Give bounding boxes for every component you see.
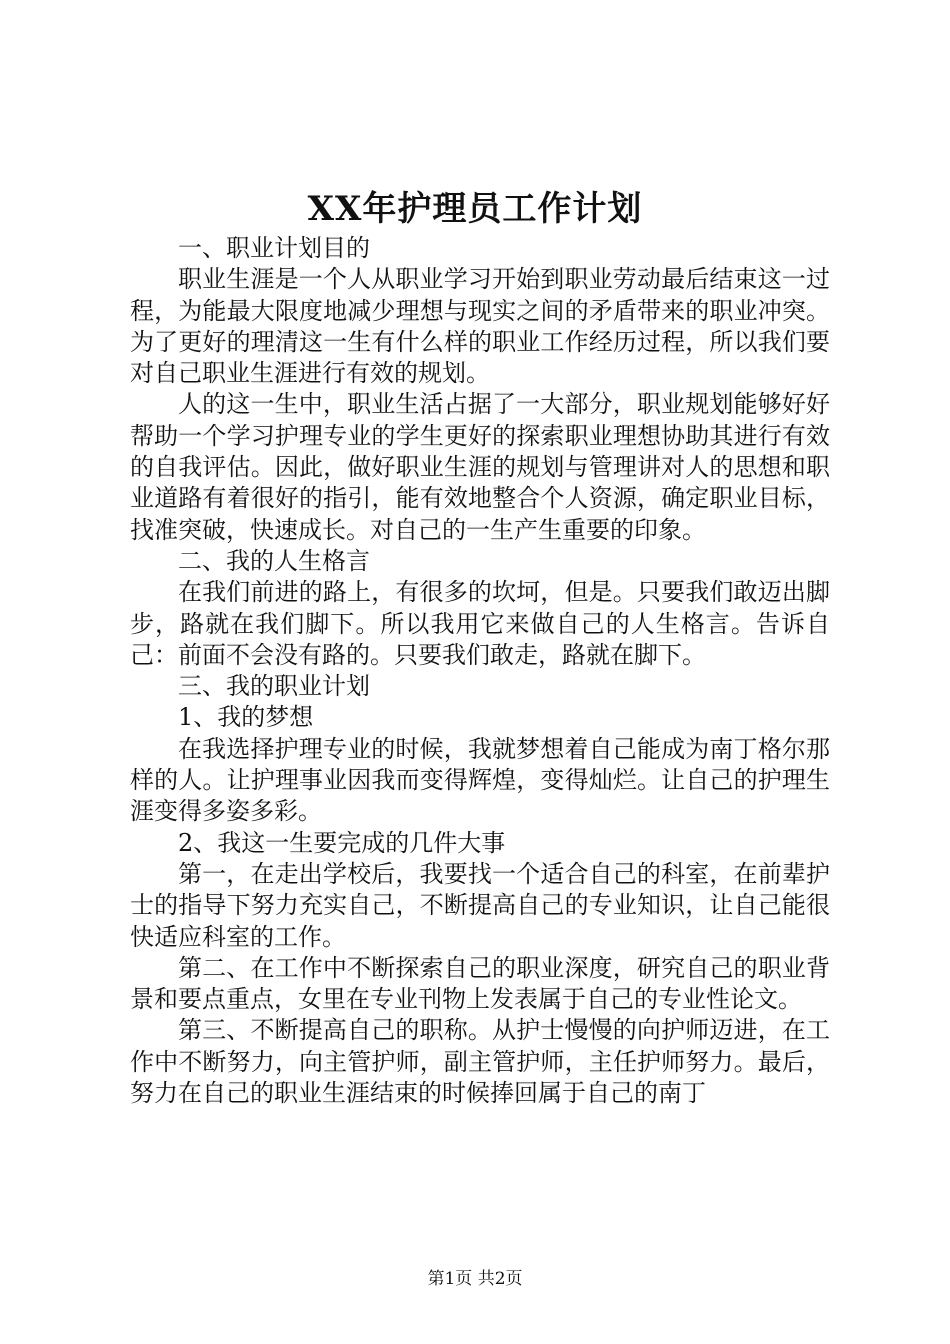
paragraph: 在我们前进的路上，有很多的坎坷，但是。只要我们敢迈出脚步，路就在我们脚下。所以我用它来做自己的人生格言。告诉自己：前面不会没有路的。只要我们敢走，路就在脚下。 [130,578,830,669]
paragraph: 第三、不断提高自己的职称。从护士慢慢的向护师迈进，在工作中不断努力，向主管护师，副主管护师，主任护师努力。最后，努力在自己的职业生涯结束的时候捧回属于自己的南丁 [130,1016,830,1108]
paragraph: 在我选择护理专业的时候，我就梦想着自己能成为南丁格尔那样的人。让护理事业因我而变得辉煌，变得灿烂。让自己的护理生涯变得多姿多彩。 [130,734,830,826]
section-heading: 三、我的职业计划 [178,672,370,701]
document-title: XX年护理员工作计划 [307,189,643,229]
paragraph: 人的这一生中，职业生活占据了一大部分，职业规划能够好好帮助一个学习护理专业的学生更好的探索职业理想协助其进行有效的自我评估。因此，做好职业生涯的规划与管理讲对人的思想和职业道路有着很好的指引，能有效地整合个人资源，确定职业目标，找准突破，快速成长。对自己的一生产生重要的印象。 [130,390,830,544]
paragraph: 第二、在工作中不断探索自己的职业深度，研究自己的职业背景和要点重点，女里在专业刊物上发表属于自己的专业性论文。 [130,953,830,1014]
subsection-heading: 2、我这一生要完成的几件大事 [178,828,506,857]
section-heading: 二、我的人生格言 [178,546,370,575]
document-body [130,233,830,1109]
section-heading: 一、职业计划目的 [178,234,370,262]
paragraph: 第一，在走出学校后，我要找一个适合自己的科室，在前辈护士的指导下努力充实自己，不断提高自己的专业知识，让自己能很快适应科室的工作。 [130,859,830,951]
page-number-footer: 第1页 共2页 [427,1269,523,1289]
paragraph: 职业生涯是一个人从职业学习开始到职业劳动最后结束这一过程，为能最大限度地减少理想与现实之间的矛盾带来的职业冲突。为了更好的理清这一生有什么样的职业工作经历过程，所以我们要对自己职业生涯进行有效的规划。 [130,265,830,388]
subsection-heading: 1、我的梦想 [178,703,314,732]
